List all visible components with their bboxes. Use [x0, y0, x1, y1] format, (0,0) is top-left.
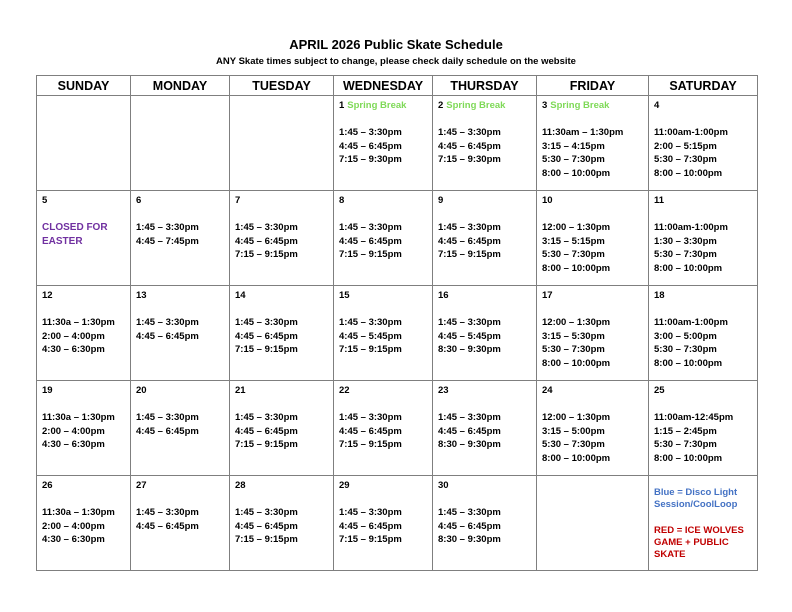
session-time: 5:30 – 7:30pm [654, 439, 717, 450]
session-time: 7:15 – 9:15pm [235, 344, 298, 355]
day-cell [537, 381, 649, 476]
weekday-header: THURSDAY [433, 76, 537, 96]
day-header [235, 194, 329, 208]
day-cell-content [433, 191, 536, 262]
day-cell-content [649, 96, 757, 180]
session-list [654, 411, 753, 465]
session-time: 1:45 – 3:30pm [339, 127, 402, 138]
weekday-header: MONDAY [131, 76, 230, 96]
day-number: 7 [235, 195, 241, 206]
day-header [339, 99, 428, 113]
day-number: 1 [339, 100, 345, 111]
session-time: 1:45 – 3:30pm [438, 127, 501, 138]
day-cell [537, 96, 649, 191]
day-number: 6 [136, 195, 142, 206]
calendar-grid [36, 75, 758, 571]
day-header [438, 384, 532, 398]
day-number: 16 [438, 290, 449, 301]
day-number: 25 [654, 385, 665, 396]
session-time: 4:45 – 6:45pm [136, 425, 199, 437]
day-header [542, 194, 644, 208]
day-cell-content [37, 286, 130, 357]
day-cell-content [131, 381, 229, 438]
day-cell [334, 96, 433, 191]
session-list [542, 411, 644, 465]
session-time: 3:15 – 5:30pm [542, 330, 605, 342]
session-time: 4:30 – 6:30pm [42, 344, 105, 355]
day-cell-content [230, 191, 333, 262]
session-time: 4:45 – 6:45pm [438, 520, 501, 532]
session-time: 12:00 – 1:30pm [542, 412, 611, 423]
day-cell-content [131, 476, 229, 533]
day-header [438, 289, 532, 303]
session-time: 4:45 – 6:45pm [136, 520, 199, 532]
session-time: 5:30 – 7:30pm [542, 439, 605, 450]
day-cell [37, 191, 131, 286]
day-number: 11 [654, 195, 665, 206]
session-list [339, 411, 428, 452]
day-cell-content [334, 476, 432, 547]
day-cell-content [334, 191, 432, 262]
session-time: 8:00 – 10:00pm [542, 452, 611, 464]
session-time: 2:00 – 5:15pm [654, 140, 717, 152]
session-time: 3:15 – 5:00pm [542, 425, 605, 437]
legend-blue-note: Blue = Disco Light Session/CoolLoop [654, 487, 738, 510]
day-cell [37, 381, 131, 476]
day-header [542, 384, 644, 398]
session-time: 4:45 – 5:45pm [339, 330, 402, 342]
day-cell [230, 381, 334, 476]
week-row [37, 286, 758, 381]
day-header [654, 289, 753, 303]
day-cell [131, 381, 230, 476]
session-time: 1:45 – 3:30pm [235, 222, 298, 233]
session-time: 7:15 – 9:15pm [235, 249, 298, 260]
session-time: 4:45 – 6:45pm [438, 425, 501, 437]
session-list [339, 221, 428, 262]
day-cell-content [230, 381, 333, 452]
session-time: 7:15 – 9:15pm [438, 249, 501, 260]
day-header [438, 99, 532, 113]
session-time: 4:30 – 6:30pm [42, 534, 105, 545]
session-time: 8:00 – 10:00pm [542, 262, 611, 274]
session-time: 11:00am-1:00pm [654, 127, 728, 138]
day-cell [131, 476, 230, 571]
day-cell-content [537, 191, 648, 275]
day-header [339, 384, 428, 398]
day-cell [433, 381, 537, 476]
session-time: 7:15 – 9:15pm [339, 439, 402, 450]
day-cell [334, 191, 433, 286]
session-time: 5:30 – 7:30pm [542, 344, 605, 355]
session-time: 1:45 – 3:30pm [235, 317, 298, 328]
session-time: 1:45 – 3:30pm [438, 507, 501, 518]
day-header [136, 194, 225, 208]
day-cell-content [433, 96, 536, 167]
session-time: 5:30 – 7:30pm [654, 154, 717, 165]
day-cell-content [537, 381, 648, 465]
day-cell-content [334, 96, 432, 167]
day-header [339, 194, 428, 208]
day-cell [131, 96, 230, 191]
session-time: 4:45 – 7:45pm [136, 235, 199, 247]
day-header [438, 479, 532, 493]
session-time: 5:30 – 7:30pm [542, 249, 605, 260]
session-time: 7:15 – 9:15pm [235, 439, 298, 450]
day-header [136, 384, 225, 398]
day-number: 24 [542, 385, 553, 396]
session-list [654, 221, 753, 275]
session-time: 4:45 – 6:45pm [235, 235, 298, 247]
day-cell-content [433, 286, 536, 357]
session-time: 8:00 – 10:00pm [654, 262, 723, 274]
day-number: 21 [235, 385, 246, 396]
day-cell [537, 191, 649, 286]
day-cell [649, 286, 758, 381]
session-list [136, 316, 225, 343]
spring-break-label: Spring Break [347, 100, 407, 111]
closed-notice: CLOSED FOR EASTER [42, 222, 108, 247]
session-list [42, 411, 126, 452]
day-number: 27 [136, 480, 147, 491]
week-row [37, 476, 758, 571]
session-time: 4:45 – 6:45pm [339, 235, 402, 247]
day-number: 20 [136, 385, 147, 396]
session-time: 8:00 – 10:00pm [654, 452, 723, 464]
session-time: 7:15 – 9:15pm [339, 534, 402, 545]
day-cell-content [537, 96, 648, 180]
spring-break-label: Spring Break [446, 100, 506, 111]
week-row [37, 191, 758, 286]
session-list [235, 506, 329, 547]
session-list [438, 316, 532, 357]
session-time: 5:30 – 7:30pm [654, 249, 717, 260]
day-header [438, 194, 532, 208]
session-time: 8:30 – 9:30pm [438, 344, 501, 355]
session-list [136, 411, 225, 438]
session-list [438, 506, 532, 547]
session-time: 1:30 – 3:30pm [654, 235, 717, 247]
day-cell-content [230, 476, 333, 547]
day-number: 17 [542, 290, 553, 301]
day-header [339, 479, 428, 493]
day-number: 14 [235, 290, 246, 301]
session-list [339, 506, 428, 547]
session-time: 4:30 – 6:30pm [42, 439, 105, 450]
session-time: 3:15 – 5:15pm [542, 235, 605, 247]
spring-break-label: Spring Break [550, 100, 610, 111]
session-time: 5:30 – 7:30pm [654, 344, 717, 355]
day-cell [230, 286, 334, 381]
day-cell [537, 286, 649, 381]
session-time: 12:00 – 1:30pm [542, 317, 611, 328]
session-list [542, 126, 644, 180]
day-cell-content [334, 381, 432, 452]
session-time: 7:15 – 9:30pm [438, 154, 501, 165]
session-list [654, 126, 753, 180]
session-list [339, 126, 428, 167]
session-time: 7:15 – 9:15pm [235, 534, 298, 545]
day-cell [433, 286, 537, 381]
session-list [235, 221, 329, 262]
day-header [542, 99, 644, 113]
legend-red-note: RED = ICE WOLVES GAME + PUBLIC SKATE [654, 525, 744, 560]
day-number: 5 [42, 195, 48, 206]
session-time: 1:45 – 3:30pm [339, 317, 402, 328]
session-list [542, 221, 644, 275]
session-time: 1:45 – 3:30pm [339, 222, 402, 233]
session-time: 1:45 – 3:30pm [136, 222, 199, 233]
session-time: 8:00 – 10:00pm [542, 357, 611, 369]
day-cell [649, 96, 758, 191]
day-cell [649, 191, 758, 286]
day-number: 13 [136, 290, 147, 301]
day-cell-content [537, 286, 648, 370]
session-time: 3:00 – 5:00pm [654, 330, 717, 342]
day-number: 23 [438, 385, 449, 396]
session-time: 11:00am-1:00pm [654, 317, 728, 328]
weekday-header: FRIDAY [537, 76, 649, 96]
session-time: 4:45 – 6:45pm [339, 520, 402, 532]
weekday-header: WEDNESDAY [334, 76, 433, 96]
page-subtitle: ANY Skate times subject to change, please check daily schedule on the website [216, 56, 576, 67]
session-list [438, 221, 532, 262]
session-time: 3:15 – 4:15pm [542, 140, 605, 152]
weekday-header: TUESDAY [230, 76, 334, 96]
day-header [42, 194, 126, 208]
day-cell [131, 286, 230, 381]
day-header [42, 384, 126, 398]
session-time: 1:45 – 3:30pm [136, 317, 199, 328]
day-cell-content [131, 286, 229, 343]
day-number: 12 [42, 290, 53, 301]
day-cell-content [334, 286, 432, 357]
day-cell-content [433, 381, 536, 452]
session-time: 1:45 – 3:30pm [339, 412, 402, 423]
session-list [438, 126, 532, 167]
day-cell-content [230, 286, 333, 357]
session-time: 7:15 – 9:15pm [339, 344, 402, 355]
day-cell [230, 191, 334, 286]
session-list [654, 316, 753, 370]
day-cell [230, 96, 334, 191]
day-cell-content [649, 191, 757, 275]
session-list [542, 316, 644, 370]
day-header [235, 384, 329, 398]
day-number: 15 [339, 290, 350, 301]
day-cell-content [649, 286, 757, 370]
session-time: 8:00 – 10:00pm [654, 357, 723, 369]
session-list [339, 316, 428, 357]
day-cell-content [37, 476, 130, 547]
day-cell [131, 191, 230, 286]
day-cell [37, 286, 131, 381]
session-time: 4:45 – 6:45pm [438, 235, 501, 247]
session-time: 4:45 – 5:45pm [438, 330, 501, 342]
day-number: 10 [542, 195, 553, 206]
day-cell [37, 476, 131, 571]
day-header [235, 479, 329, 493]
day-header [136, 289, 225, 303]
session-list [42, 316, 126, 357]
session-time: 11:30a – 1:30pm [42, 507, 115, 518]
session-time: 4:45 – 6:45pm [235, 330, 298, 342]
day-header [136, 479, 225, 493]
session-time: 1:45 – 3:30pm [438, 222, 501, 233]
session-time: 4:45 – 6:45pm [438, 140, 501, 152]
session-time: 5:30 – 7:30pm [542, 154, 605, 165]
day-cell-content [37, 191, 130, 249]
day-cell [537, 476, 649, 571]
session-time: 7:15 – 9:15pm [339, 249, 402, 260]
day-header [654, 384, 753, 398]
session-time: 1:45 – 3:30pm [339, 507, 402, 518]
day-cell [433, 191, 537, 286]
day-header [654, 99, 753, 113]
session-time: 8:00 – 10:00pm [542, 167, 611, 179]
day-number: 28 [235, 480, 246, 491]
calendar-body [37, 96, 758, 571]
session-time: 11:30am – 1:30pm [542, 127, 624, 138]
session-time: 2:00 – 4:00pm [42, 425, 105, 437]
day-number: 2 [438, 100, 444, 111]
session-time: 11:00am-12:45pm [654, 412, 734, 423]
session-time: 7:15 – 9:30pm [339, 154, 402, 165]
session-time: 11:30a – 1:30pm [42, 412, 115, 423]
day-header [542, 289, 644, 303]
session-time: 1:45 – 3:30pm [235, 412, 298, 423]
day-number: 8 [339, 195, 345, 206]
day-cell-content [37, 381, 130, 452]
session-time: 1:15 – 2:45pm [654, 425, 717, 437]
session-list [235, 316, 329, 357]
day-cell [433, 96, 537, 191]
session-list [42, 506, 126, 547]
week-row [37, 96, 758, 191]
session-list [235, 411, 329, 452]
session-time: 1:45 – 3:30pm [136, 412, 199, 423]
day-cell [334, 381, 433, 476]
session-time: 11:30a – 1:30pm [42, 317, 115, 328]
page-title: APRIL 2026 Public Skate Schedule [289, 37, 503, 52]
day-cell [649, 381, 758, 476]
session-time: 1:45 – 3:30pm [235, 507, 298, 518]
session-time: 12:00 – 1:30pm [542, 222, 611, 233]
day-number: 22 [339, 385, 350, 396]
session-list [438, 411, 532, 452]
day-header [654, 194, 753, 208]
session-time: 8:00 – 10:00pm [654, 167, 723, 179]
day-cell-content [649, 476, 757, 561]
session-time: 2:00 – 4:00pm [42, 520, 105, 532]
session-time: 4:45 – 6:45pm [235, 520, 298, 532]
day-header [42, 289, 126, 303]
day-number: 4 [654, 100, 660, 111]
day-header [339, 289, 428, 303]
day-cell [230, 476, 334, 571]
day-cell [37, 96, 131, 191]
session-time: 4:45 – 6:45pm [339, 140, 402, 152]
session-list [136, 221, 225, 248]
session-time: 4:45 – 6:45pm [339, 425, 402, 437]
day-header [235, 289, 329, 303]
weekday-header: SATURDAY [649, 76, 758, 96]
session-time: 1:45 – 3:30pm [438, 412, 501, 423]
weekday-header-row [37, 76, 758, 96]
day-number: 3 [542, 100, 548, 111]
session-time: 1:45 – 3:30pm [438, 317, 501, 328]
session-time: 2:00 – 4:00pm [42, 330, 105, 342]
day-number: 18 [654, 290, 665, 301]
day-cell [433, 476, 537, 571]
day-number: 30 [438, 480, 449, 491]
session-list [136, 506, 225, 533]
weekday-header: SUNDAY [37, 76, 131, 96]
day-cell-content [649, 381, 757, 465]
session-time: 4:45 – 6:45pm [235, 425, 298, 437]
day-cell-content [433, 476, 536, 547]
session-time: 11:00am-1:00pm [654, 222, 728, 233]
day-number: 9 [438, 195, 444, 206]
day-cell [649, 476, 758, 571]
day-cell [334, 286, 433, 381]
day-number: 19 [42, 385, 53, 396]
session-time: 4:45 – 6:45pm [136, 330, 199, 342]
day-number: 29 [339, 480, 350, 491]
session-time: 8:30 – 9:30pm [438, 439, 501, 450]
week-row [37, 381, 758, 476]
session-time: 8:30 – 9:30pm [438, 534, 501, 545]
day-cell-content [131, 191, 229, 248]
day-header [42, 479, 126, 493]
session-time: 1:45 – 3:30pm [136, 507, 199, 518]
day-number: 26 [42, 480, 53, 491]
day-cell [334, 476, 433, 571]
